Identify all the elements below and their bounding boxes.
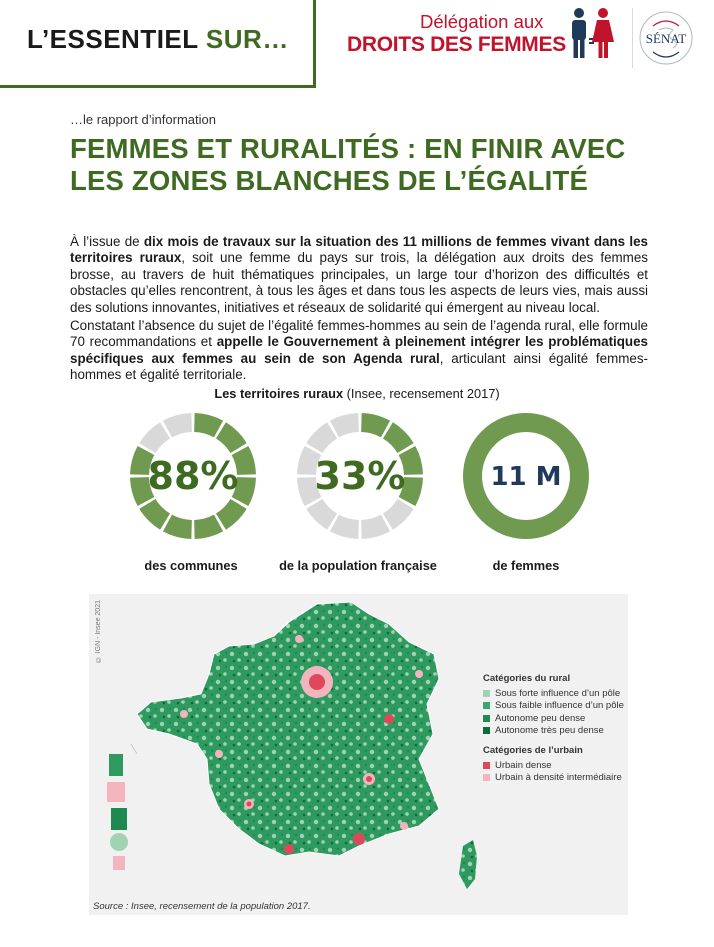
legend-item bbox=[483, 687, 624, 700]
legend-swatch bbox=[483, 774, 490, 781]
donut-value: 88% bbox=[147, 454, 239, 498]
corsica-shape bbox=[459, 840, 477, 889]
legend-rural-title: Catégories du rural bbox=[483, 673, 571, 684]
header-title-sur: SUR… bbox=[205, 24, 289, 54]
p2-bold-1: appelle le Gouvernement à pleinement intégrer les problématiques spécifiques aux femmes au sein de son Agenda rural bbox=[70, 334, 648, 366]
donut-segment-empty bbox=[383, 499, 414, 530]
overseas-guyane bbox=[111, 808, 127, 830]
delegation-line2: DROITS DES FEMMES bbox=[347, 33, 566, 56]
p1-bold-1: dix mois de travaux sur la situation des 11 millions de femmes vivant dans les territoires ruraux bbox=[70, 234, 648, 266]
legend-swatch bbox=[483, 762, 490, 769]
map-source: Source : Insee, recensement de la population 2017. bbox=[93, 901, 311, 912]
legend-label: Autonome très peu dense bbox=[495, 725, 604, 737]
legend-label: Urbain à densité intermédiaire bbox=[495, 772, 622, 784]
donut-segment-empty bbox=[330, 413, 359, 437]
intro-paragraph-2 bbox=[70, 318, 648, 384]
stat-label-women: de femmes bbox=[492, 558, 560, 573]
senat-logo bbox=[632, 8, 695, 68]
donut-segment-filled bbox=[139, 499, 170, 530]
overseas-guadeloupe bbox=[109, 754, 123, 776]
legend-label: Sous faible influence d’un pôle bbox=[495, 700, 624, 712]
kicker: …le rapport d’information bbox=[70, 112, 216, 127]
donut-segment-filled bbox=[194, 515, 223, 539]
donut-segment-empty bbox=[330, 515, 359, 539]
legend-swatch bbox=[483, 715, 490, 722]
p2-text-2: , articulant ainsi égalité femmes-hommes et égalité territoriale. bbox=[70, 350, 649, 383]
p2-text-1: Constatant l’absence du sujet de l’égalité femmes-hommes au sein de l’agenda rural, elle formule 70 recommandations et bbox=[70, 318, 648, 350]
donut-communes bbox=[128, 411, 258, 541]
p1-text-1: À l’issue de bbox=[70, 234, 144, 249]
legend-item bbox=[483, 712, 624, 725]
donut-segment-empty bbox=[139, 422, 170, 453]
stat-label-population: de la population française bbox=[279, 558, 437, 573]
legend-item bbox=[483, 700, 624, 713]
legend-item bbox=[483, 772, 624, 785]
donut-segment-filled bbox=[383, 422, 414, 453]
legend-swatch bbox=[483, 727, 490, 734]
legend-label: Autonome peu dense bbox=[495, 712, 586, 724]
intro-paragraph-1 bbox=[70, 234, 648, 316]
stats-caption bbox=[0, 386, 714, 401]
donut-segment-filled bbox=[216, 499, 247, 530]
legend-urban-title: Catégories de l’urbain bbox=[483, 745, 583, 756]
donut-population bbox=[295, 411, 425, 541]
stats-caption-bold: Les territoires ruraux bbox=[214, 386, 344, 401]
donut-segment-empty bbox=[306, 499, 337, 530]
stat-label-communes: des communes bbox=[144, 558, 238, 573]
overseas-reunion bbox=[110, 833, 128, 851]
header-title-main: L’ESSENTIEL bbox=[27, 24, 199, 54]
donut-segment-filled bbox=[194, 413, 223, 437]
senat-logo-text: SÉNAT bbox=[645, 31, 687, 46]
legend-swatch bbox=[483, 690, 490, 697]
header-title bbox=[27, 24, 289, 55]
donut-segment-empty bbox=[163, 413, 192, 437]
map-credit: © IGN - Insee 2021 bbox=[95, 600, 102, 663]
donut-women bbox=[461, 411, 591, 541]
map-legend bbox=[483, 673, 624, 784]
p1-text-2: , soit une femme du pays sur trois, la délégation aux droits des femmes brosse, au travers de huit thématiques principales, un large tour d’horizon des difficultés et obstacles qu’elles rencontrent, à tous les âges et dans tous les aspects de leurs vies, mais aussi des solutions innovantes, initiatives et réseaux de solidarité qui émergent au niveau local. bbox=[70, 250, 648, 315]
mainland-france-shape bbox=[137, 602, 439, 856]
delegation-line1: Délégation aux bbox=[420, 11, 544, 32]
man-woman-icon bbox=[566, 6, 616, 62]
legend-label: Urbain dense bbox=[495, 759, 552, 771]
legend-item bbox=[483, 759, 624, 772]
legend-item bbox=[483, 725, 624, 738]
donut-segment-filled bbox=[361, 413, 390, 437]
overseas-martinique bbox=[107, 782, 125, 802]
legend-label: Sous forte influence d’un pôle bbox=[495, 687, 621, 699]
donut-segment-empty bbox=[361, 515, 390, 539]
donut-segment-empty bbox=[306, 422, 337, 453]
donut-segment-filled bbox=[163, 515, 192, 539]
donut-value: 33% bbox=[314, 454, 406, 498]
legend-swatch bbox=[483, 702, 490, 709]
page-title: FEMMES ET RURALITÉS : EN FINIR AVEC LES ZONES BLANCHES DE L’ÉGALITÉ bbox=[70, 133, 626, 196]
overseas-mayotte bbox=[113, 856, 125, 870]
donut-segment-filled bbox=[216, 422, 247, 453]
stats-caption-source: (Insee, recensement 2017) bbox=[343, 386, 500, 401]
senat-emblem-icon bbox=[633, 8, 695, 68]
donut-value: 11 M bbox=[490, 462, 562, 492]
